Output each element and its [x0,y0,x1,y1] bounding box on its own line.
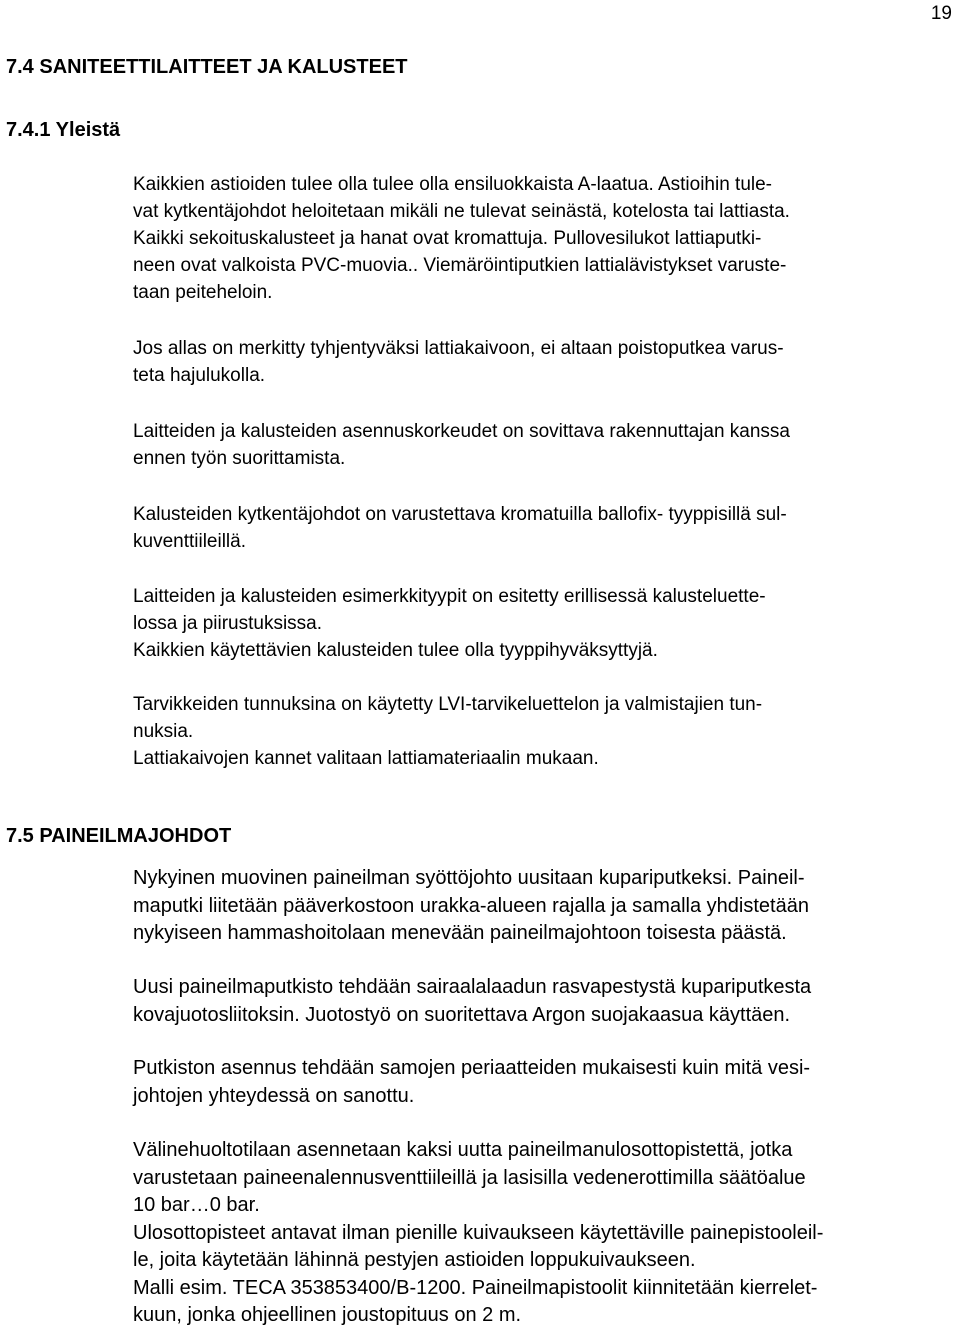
paragraph-outlet-points [133,1137,957,1330]
paragraph-identifiers [133,691,957,772]
text-line: johtojen yhteydessä on sanottu. [133,1084,415,1107]
text-line: nuksia. [133,721,194,742]
text-line: 10 bar…0 bar. [133,1194,260,1216]
text-line: Nykyinen muovinen paineilman syöttöjohto uusitaan kupariputkeksi. Paineil- [133,867,805,889]
paragraph-example-types [133,583,957,664]
text-line: Putkiston asennus tehdään samojen periaatteiden mukaisesti kuin mitä vesi- [133,1057,811,1079]
section-title-7-4: 7.4 SANITEETTILAITTEET JA KALUSTEET [6,56,408,78]
text-line: Malli esim. TECA 353853400/B-1200. Paineilmapistoolit kiinnitetään kierrelet- [133,1276,818,1299]
text-line: Uusi paineilmaputkisto tehdään sairaalalaadun rasvapestystä kupariputkesta [133,976,812,998]
paragraph-copper-piping [133,974,957,1029]
text-line: Kaikkien käytettävien kalusteiden tulee olla tyyppihyväksyttyjä. [133,640,658,661]
text-line: kuun, jonka ohjeellinen joustopituus on 2 m. [133,1304,522,1326]
text-line: Lattiakaivojen kannet valitaan lattiamateriaalin mukaan. [133,748,599,769]
text-line: lossa ja piirustuksissa. [133,613,323,634]
text-line: nykyiseen hammashoitolaan menevään paineilmajohtoon toisesta päästä. [133,922,787,944]
text-line: neen ovat valkoista PVC-muovia.. Viemäröintiputkien lattialävistykset varuste- [133,255,787,276]
paragraph-shutoff-valves [133,501,957,555]
text-line: vat kytkentäjohdot heloitetaan mikäli ne tulevat seinästä, kotelosta tai lattiasta. [133,201,790,222]
text-line: Jos allas on merkitty tyhjentyväksi lattiakaivoon, ei altaan poistoputkea varus- [133,338,784,359]
paragraph-general-requirements [133,171,957,306]
paragraph-floor-drain [133,335,957,389]
text-line: Kaikkien astioiden tulee olla tulee olla ensiluokkaista A-laatua. Astioihin tule- [133,174,773,195]
text-line: Kaikki sekoituskalusteet ja hanat ovat kromattuja. Pullovesilukot lattiaputki- [133,228,762,249]
subsection-title-7-4-1: 7.4.1 Yleistä [6,119,121,141]
text-line: teta hajulukolla. [133,365,266,386]
text-line: Ulosottopisteet antavat ilman pienille kuivaukseen käytettäville painepistooleil- [133,1221,824,1244]
text-line: Tarvikkeiden tunnuksina on käytetty LVI-tarvikeluettelon ja valmistajien tun- [133,694,763,715]
text-line: Välinehuoltotilaan asennetaan kaksi uutta paineilmanulosottopistettä, jotka [133,1139,793,1161]
text-line: taan peiteheloin. [133,282,273,303]
text-line: varustetaan paineenalennusventtiileillä ja lasisilla vedenerottimilla säätöalue [133,1166,806,1189]
text-line: Laitteiden ja kalusteiden esimerkkityypit on esitetty erillisessä kalusteluette- [133,586,766,607]
text-line: Laitteiden ja kalusteiden asennuskorkeudet on sovittava rakennuttajan kanssa [133,421,790,442]
paragraph-supply-pipe [133,865,957,948]
text-line: maputki liitetään pääverkostoon urakka-alueen rajalla ja samalla yhdistetään [133,894,809,917]
paragraph-installation-principles [133,1055,957,1110]
text-line: Kalusteiden kytkentäjohdot on varustettava kromatuilla ballofix- tyyppisillä sul- [133,504,787,525]
text-line: le, joita käytetään lähinnä pestyjen astioiden loppukuivaukseen. [133,1249,696,1271]
text-line: kuventtiileillä. [133,531,246,552]
paragraph-installation-heights [133,418,957,472]
section-title-7-5: 7.5 PAINEILMAJOHDOT [6,825,232,847]
text-line: ennen työn suorittamista. [133,448,346,469]
text-line: kovajuotosliitoksin. Juotostyö on suoritettava Argon suojakaasua käyttäen. [133,1003,791,1026]
page-number: 19 [930,3,952,24]
